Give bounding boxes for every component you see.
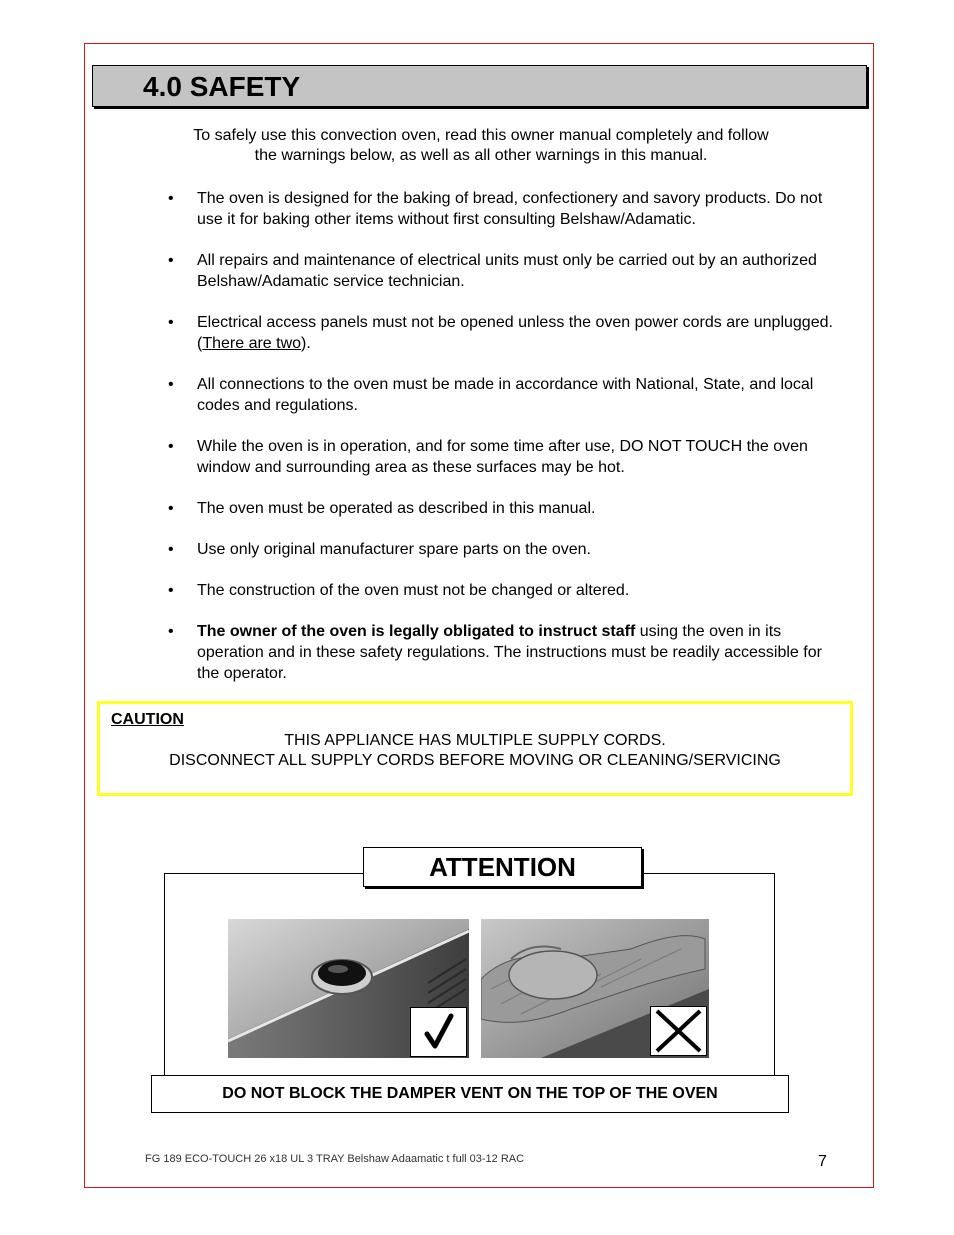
intro-line: the warnings below, as well as all other warnings in this manual. — [254, 147, 708, 164]
cross-icon — [650, 1006, 707, 1056]
warning-text-bold: The owner of the oven is legally obligated to instruct staff — [197, 623, 636, 640]
list-item — [168, 498, 848, 519]
bullet-icon: • — [168, 541, 174, 558]
bullet-icon: • — [168, 438, 174, 455]
list-item — [168, 374, 848, 416]
list-item — [168, 580, 848, 601]
safety-warnings-list — [168, 188, 848, 704]
bullet-icon: • — [168, 190, 174, 207]
warning-text: While the oven is in operation, and for some time after use, DO NOT TOUCH the oven window and surrounding area as these surfaces may be hot. — [197, 438, 808, 476]
list-item — [168, 436, 848, 478]
warning-text: Electrical access panels must not be opened unless the oven power cords are unplugged. ( — [197, 314, 833, 352]
warning-text: All repairs and maintenance of electrical units must only be carried out by an authorized Belshaw/Adamatic service technician. — [197, 252, 817, 290]
warning-text: All connections to the oven must be made in accordance with National, State, and local codes and regulations. — [197, 376, 814, 414]
warning-text: using the oven in its operation and in these safety regulations. The instructions must be readily accessible for the operator. — [197, 623, 822, 682]
caution-line: THIS APPLIANCE HAS MULTIPLE SUPPLY CORDS. — [284, 732, 666, 749]
list-item — [168, 312, 848, 354]
list-item — [168, 188, 848, 230]
warning-text: ). — [301, 335, 311, 352]
bullet-icon: • — [168, 582, 174, 599]
list-item — [168, 250, 848, 292]
section-title: 4.0 SAFETY — [143, 71, 301, 102]
warning-text: Use only original manufacturer spare parts on the oven. — [197, 541, 591, 558]
damper-warning-label: DO NOT BLOCK THE DAMPER VENT ON THE TOP OF THE OVEN — [151, 1075, 789, 1113]
bullet-icon: • — [168, 500, 174, 517]
intro-line: To safely use this convection oven, read this owner manual completely and follow — [193, 127, 769, 144]
caution-message — [100, 731, 850, 771]
page-number: 7 — [818, 1153, 827, 1170]
caution-title: CAUTION — [111, 711, 184, 728]
caution-box — [97, 701, 853, 796]
bullet-icon: • — [168, 623, 174, 640]
warning-text: The construction of the oven must not be changed or altered. — [197, 582, 630, 599]
bullet-icon: • — [168, 376, 174, 393]
attention-title: ATTENTION — [363, 847, 642, 887]
warning-text: The oven is designed for the baking of bread, confectionery and savory products. Do not use it for baking other items without first consulting Belshaw/Adamatic. — [197, 190, 823, 228]
warning-text: The oven must be operated as described in this manual. — [197, 500, 596, 517]
bullet-icon: • — [168, 252, 174, 269]
warning-text-underlined: There are two — [202, 335, 302, 352]
list-item — [168, 539, 848, 560]
list-item — [168, 621, 848, 684]
document-reference: FG 189 ECO-TOUCH 26 x18 UL 3 TRAY Belshaw Adaamatic t full 03-12 RAC — [145, 1153, 525, 1165]
intro-paragraph — [120, 126, 842, 166]
caution-line: DISCONNECT ALL SUPPLY CORDS BEFORE MOVING OR CLEANING/SERVICING — [169, 752, 781, 769]
section-header — [92, 65, 867, 107]
bullet-icon: • — [168, 314, 174, 331]
checkmark-icon — [410, 1007, 467, 1057]
